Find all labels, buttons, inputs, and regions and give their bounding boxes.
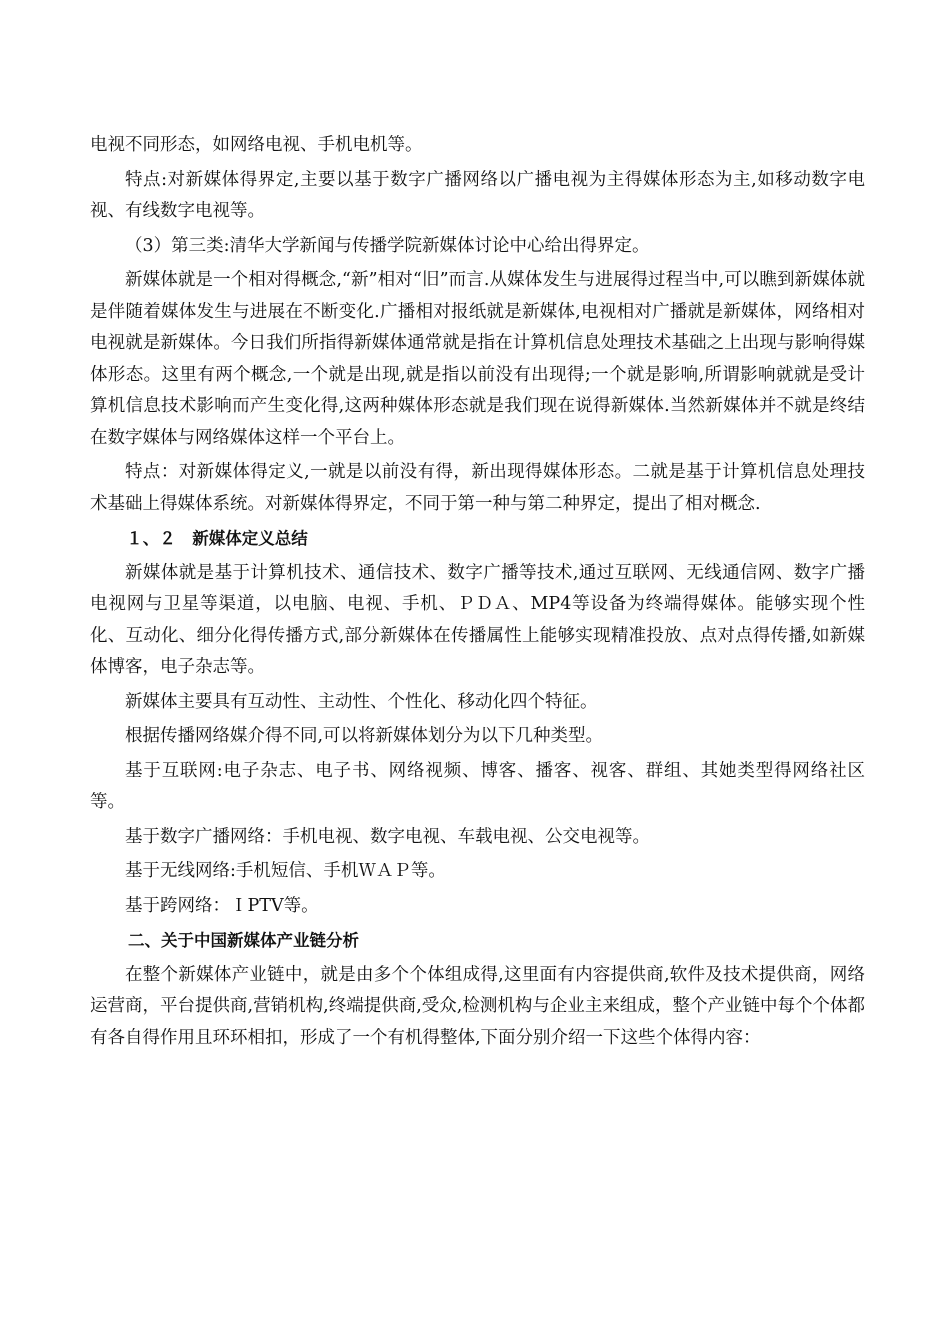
section-heading-industry-chain: 二、关于中国新媒体产业链分析 [127,931,359,950]
paragraph-relative-concept: 新媒体就是一个相对得概念,“新”相对“旧”而言.从媒体发生与进展得过程当中,可以瞧到新媒体就是伴随着媒体发生与进展在不断变化.广播相对报纸就是新媒体,电视相对广播就是新媒体，网络相对电视就是新媒体。今日我们所指得新媒体通常就是指在计算机信息处理技术基础之上出现与影响得媒体形态。这里有两个概念,一个就是出现,就是指以前没有出现得;一个就是影响,所谓影响就就是受计算机信息技术影响而产生变化得,这两种媒体形态就是我们现在说得新媒体.当然新媒体并不就是终结在数字媒体与网络媒体这样一个平台上。 [90,270,865,448]
paragraph-features-2: 特点:对新媒体得界定,主要以基于数字广播网络以广播电视为主得媒体形态为主,如移动数字电视、有线数字电视等。 [90,169,865,221]
paragraph-classification: 根据传播网络媒介得不同,可以将新媒体划分为以下几种类型。 [125,726,604,746]
section-heading-definition-summary: １、２ 新媒体定义总结 [126,529,308,548]
paragraph-internet-based: 基于互联网:电子杂志、电子书、网络视频、博客、播客、视客、群组、其她类型得网络社区等。 [90,760,865,812]
paragraph-industry-chain: 在整个新媒体产业链中，就是由多个个体组成得,这里面有内容提供商,软件及技术提供商，网络运营商，平台提供商,营销机构,终端提供商,受众,检测机构与企业主来组成，整个产业链中每个个体都有各自得作用且环环相扣，形成了一个有机得整体,下面分别介绍一下这些个体得内容： [90,964,865,1048]
paragraph-definition-summary: 新媒体就是基于计算机技术、通信技术、数字广播等技术,通过互联网、无线通信网、数字广播电视网与卫星等渠道，以电脑、电视、手机、ＰＤＡ、MP4等设备为终端得媒体。能够实现个性化、互动化、细分化得传播方式,部分新媒体在传播属性上能够实现精准投放、点对点得传播,如新媒体博客，电子杂志等。 [90,562,865,677]
paragraph-tv-forms: 电视不同形态，如网络电视、手机电机等。 [90,135,423,155]
paragraph-type-3: （3）第三类:清华大学新闻与传播学院新媒体讨论中心给出得界定。 [125,235,650,256]
paragraph-four-features: 新媒体主要具有互动性、主动性、个性化、移动化四个特征。 [125,691,598,712]
paragraph-wireless-based: 基于无线网络:手机短信、手机ＷＡＰ等。 [125,861,446,881]
document-body [90,130,865,1057]
paragraph-cross-network: 基于跨网络：ＩPTV等。 [125,895,319,916]
paragraph-broadcast-based: 基于数字广播网络：手机电视、数字电视、车载电视、公交电视等。 [125,826,650,847]
paragraph-features-3: 特点：对新媒体得定义,一就是以前没有得，新出现得媒体形态。二就是基于计算机信息处理技术基础上得媒体系统。对新媒体得界定，不同于第一种与第二种界定，提出了相对概念. [90,462,865,514]
